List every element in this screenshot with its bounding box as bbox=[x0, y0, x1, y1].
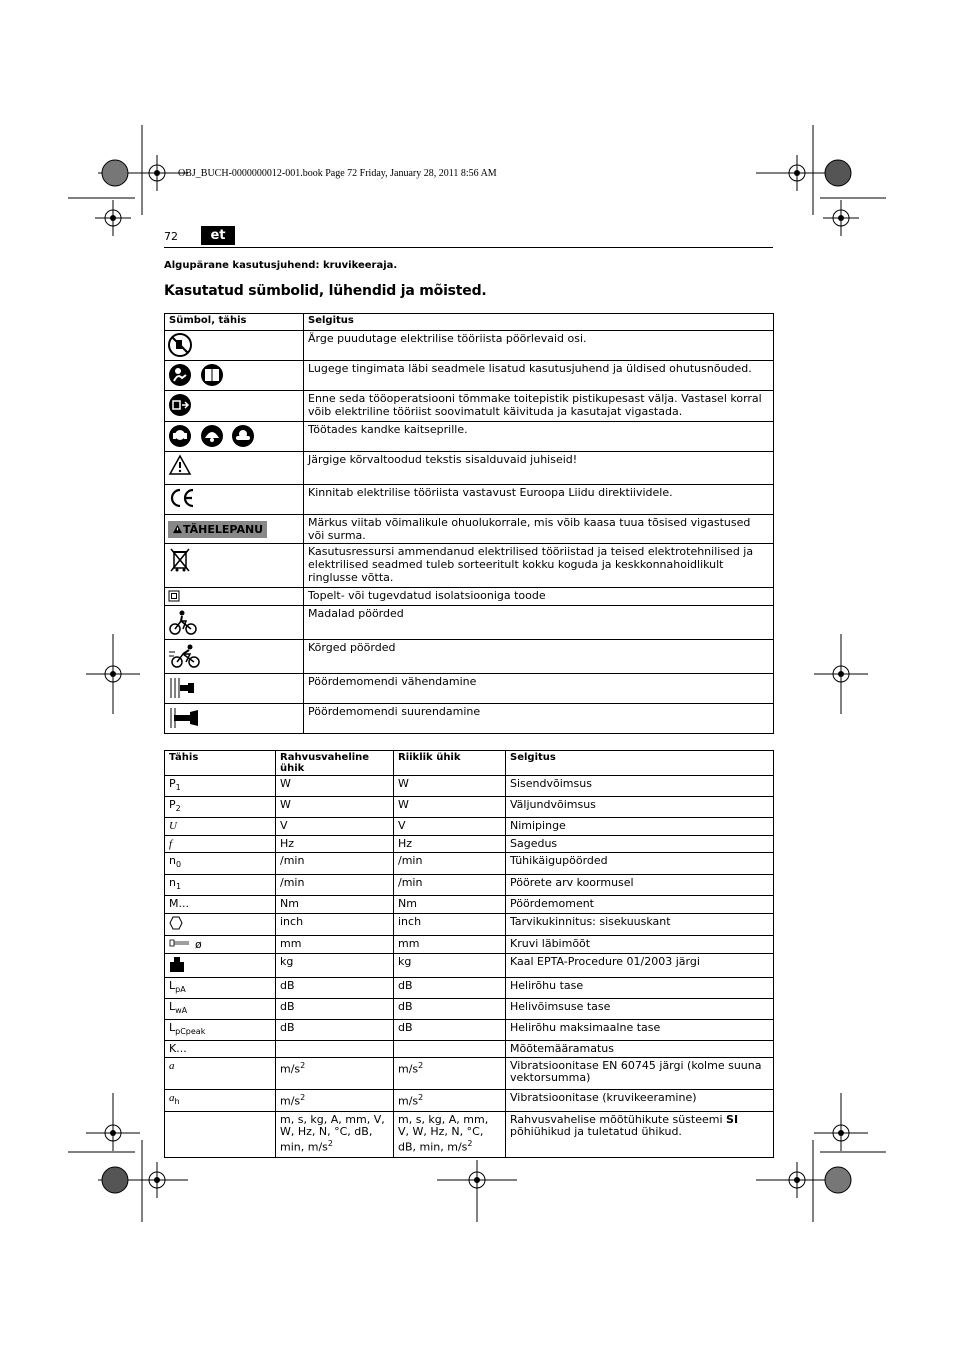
symbol-text: a bbox=[169, 1060, 175, 1073]
national-unit-cell bbox=[394, 913, 506, 935]
description-text: Rahvusvahelise mõõtühikute süsteemi bbox=[510, 1112, 723, 1126]
column-header: Selgitus bbox=[304, 314, 774, 331]
unit-text: dB bbox=[398, 999, 413, 1013]
symbol-cell bbox=[165, 331, 304, 361]
caution-badge-label: TÄHELEPANU bbox=[183, 523, 264, 536]
national-unit-cell bbox=[394, 797, 506, 818]
international-unit-cell bbox=[276, 1020, 394, 1041]
national-unit-cell bbox=[394, 776, 506, 797]
table-row bbox=[165, 674, 774, 704]
table-row bbox=[165, 606, 774, 640]
symbol-cell bbox=[165, 391, 304, 422]
table-row bbox=[165, 361, 774, 391]
symbol-cell bbox=[165, 977, 276, 998]
international-unit-cell bbox=[276, 797, 394, 818]
unit-text: W bbox=[398, 777, 409, 790]
unit-text: kg bbox=[280, 954, 294, 968]
description-text: Sagedus bbox=[510, 837, 558, 851]
unit-text: mm bbox=[398, 936, 420, 950]
description-text: Tarvikukinnitus: sisekuuskant bbox=[510, 914, 671, 928]
symbol-cell bbox=[165, 1111, 276, 1157]
ce-mark-icon bbox=[168, 487, 196, 509]
symbol-text: L bbox=[169, 978, 176, 992]
international-unit-cell bbox=[276, 874, 394, 895]
unit-text: V bbox=[398, 819, 406, 833]
national-unit-cell bbox=[394, 836, 506, 853]
description-cell bbox=[506, 1111, 774, 1157]
international-unit-cell bbox=[276, 998, 394, 1019]
unit-text: dB bbox=[280, 978, 295, 992]
symbol-cell bbox=[165, 674, 304, 704]
table-row bbox=[165, 913, 774, 935]
unit-text: m/s bbox=[398, 1062, 419, 1076]
unit-text: dB bbox=[398, 1021, 413, 1035]
description-text: Kaal EPTA-Procedure 01/2003 järgi bbox=[510, 954, 700, 968]
read-manual-person-icon bbox=[168, 363, 192, 387]
international-unit-cell bbox=[276, 913, 394, 935]
international-unit-cell bbox=[276, 853, 394, 874]
table-row bbox=[165, 977, 774, 998]
international-unit-cell bbox=[276, 895, 394, 913]
international-unit-cell bbox=[276, 836, 394, 853]
symbol-text: n bbox=[169, 875, 176, 889]
symbol-cell bbox=[165, 704, 304, 734]
table-header-row bbox=[165, 751, 774, 776]
symbol-subscript: 1 bbox=[175, 881, 182, 891]
description-cell: Enne seda tööoperatsiooni tõmmake toitepistik pistikupesast välja. Vastasel korral võib elektriline tööriist soovimatult käivituda ja kasutajat vigastada. bbox=[304, 391, 774, 422]
table-row bbox=[165, 776, 774, 797]
unit-text: Nm bbox=[280, 896, 299, 910]
unit-text: /min bbox=[280, 854, 305, 868]
international-unit-cell bbox=[276, 818, 394, 836]
table-row bbox=[165, 1041, 774, 1058]
description-text: Nimipinge bbox=[510, 819, 566, 833]
table-row bbox=[165, 1090, 774, 1111]
unit-text: dB bbox=[280, 999, 295, 1013]
national-unit-cell bbox=[394, 1111, 506, 1157]
symbol-subscript: wA bbox=[175, 1006, 188, 1016]
unit-text: /min bbox=[398, 854, 423, 868]
description-cell bbox=[506, 836, 774, 853]
table-row bbox=[165, 853, 774, 874]
description-cell bbox=[506, 895, 774, 913]
description-text: Kruvi läbimõõt bbox=[510, 936, 591, 950]
description-text: Väljundvõimsus bbox=[510, 798, 596, 812]
fast-bicycle-icon bbox=[168, 642, 202, 670]
units-table bbox=[164, 750, 774, 1158]
unit-text: V bbox=[280, 819, 288, 833]
unit-text: /min bbox=[398, 875, 423, 889]
page-number: 72 bbox=[164, 230, 178, 243]
national-unit-cell bbox=[394, 953, 506, 977]
description-text: Pöördemoment bbox=[510, 896, 594, 910]
symbol-cell bbox=[165, 515, 304, 544]
column-header: Tähis bbox=[165, 751, 276, 776]
unit-text: /min bbox=[280, 875, 305, 889]
description-cell bbox=[506, 797, 774, 818]
double-insulation-icon bbox=[168, 590, 180, 602]
unit-superscript: 2 bbox=[327, 1138, 333, 1148]
table-row bbox=[165, 935, 774, 953]
description-cell bbox=[506, 853, 774, 874]
table-row bbox=[165, 452, 774, 485]
description-text: Helivõimsuse tase bbox=[510, 999, 611, 1013]
description-cell: Topelt- või tugevdatud isolatsiooniga toode bbox=[304, 588, 774, 606]
international-unit-cell bbox=[276, 953, 394, 977]
unit-text: dB bbox=[280, 1021, 295, 1035]
symbol-cell bbox=[165, 485, 304, 515]
description-cell bbox=[506, 1090, 774, 1111]
symbol-cell bbox=[165, 797, 276, 818]
manual-book-icon bbox=[200, 363, 224, 387]
table-row bbox=[165, 485, 774, 515]
national-unit-cell bbox=[394, 1090, 506, 1111]
table-row bbox=[165, 544, 774, 588]
symbol-cell bbox=[165, 874, 276, 895]
international-unit-cell bbox=[276, 977, 394, 998]
unit-text: m, s, kg, A, mm, V, W, Hz, N, °C, dB, min, m/s bbox=[398, 1112, 489, 1154]
symbol-cell bbox=[165, 818, 276, 836]
table-row bbox=[165, 797, 774, 818]
hexagon-icon bbox=[169, 920, 183, 933]
description-text: Sisendvõimsus bbox=[510, 777, 592, 790]
table-row bbox=[165, 331, 774, 361]
unit-text: kg bbox=[398, 954, 412, 968]
unit-text: m/s bbox=[280, 1062, 301, 1076]
table-row bbox=[165, 391, 774, 422]
symbol-subscript: pA bbox=[175, 984, 186, 994]
unit-text: dB bbox=[398, 978, 413, 992]
unit-superscript: 2 bbox=[418, 1061, 424, 1071]
symbol-subscript: 0 bbox=[175, 860, 182, 870]
table-row bbox=[165, 588, 774, 606]
symbol-cell bbox=[165, 422, 304, 452]
description-cell bbox=[506, 913, 774, 935]
ear-protection-icon bbox=[168, 424, 192, 448]
warning-triangle-icon bbox=[172, 524, 183, 534]
international-unit-cell bbox=[276, 935, 394, 953]
language-badge: et bbox=[201, 226, 235, 245]
unit-superscript: 2 bbox=[300, 1093, 306, 1103]
slow-bicycle-icon bbox=[168, 608, 198, 636]
unit-text: W bbox=[280, 798, 291, 812]
column-header: Riiklik ühik bbox=[394, 751, 506, 776]
unit-text: inch bbox=[398, 914, 422, 928]
symbol-cell bbox=[165, 588, 304, 606]
torque-increase-icon bbox=[168, 706, 202, 730]
unit-text: m/s bbox=[280, 1094, 301, 1108]
document-subtitle: Algupärane kasutusjuhend: kruvikeeraja. bbox=[164, 260, 398, 271]
table-row bbox=[165, 422, 774, 452]
symbol-text: U bbox=[169, 820, 177, 833]
description-cell: Töötades kandke kaitseprille. bbox=[304, 422, 774, 452]
international-unit-cell bbox=[276, 1041, 394, 1058]
national-unit-cell bbox=[394, 998, 506, 1019]
weight-icon bbox=[169, 962, 185, 975]
weee-bin-icon bbox=[168, 546, 192, 574]
description-text: Mõõtemääramatus bbox=[510, 1042, 614, 1056]
no-touch-rotating-icon bbox=[168, 333, 192, 357]
symbol-text: n bbox=[169, 854, 176, 868]
symbol-cell bbox=[165, 640, 304, 674]
units-table-body bbox=[165, 776, 774, 1158]
symbol-subscript: h bbox=[174, 1097, 180, 1107]
unplug-icon bbox=[168, 393, 192, 417]
national-unit-cell bbox=[394, 818, 506, 836]
table-row bbox=[165, 895, 774, 913]
symbol-cell bbox=[165, 1058, 276, 1090]
symbol-subscript: 1 bbox=[175, 783, 181, 793]
column-header: Rahvusvaheline ühik bbox=[276, 751, 394, 776]
symbol-text: P bbox=[169, 798, 176, 812]
column-header: Sümbol, tähis bbox=[165, 314, 304, 331]
symbol-subscript: pCpeak bbox=[175, 1027, 206, 1037]
symbol-cell bbox=[165, 544, 304, 588]
description-cell: Lugege tingimata läbi seadmele lisatud kasutusjuhend ja üldised ohutusnõuded. bbox=[304, 361, 774, 391]
print-header-note: OBJ_BUCH-0000000012-001.book Page 72 Friday, January 28, 2011 8:56 AM bbox=[178, 168, 497, 179]
symbol-text: f bbox=[169, 838, 173, 851]
symbol-cell bbox=[165, 361, 304, 391]
table-row bbox=[165, 640, 774, 674]
unit-text: W bbox=[280, 777, 291, 790]
table-row bbox=[165, 836, 774, 853]
description-cell bbox=[506, 977, 774, 998]
symbol-cell bbox=[165, 452, 304, 485]
unit-superscript: 2 bbox=[300, 1061, 306, 1071]
table-header-row bbox=[165, 314, 774, 331]
torque-decrease-icon bbox=[168, 676, 198, 700]
description-text: Vibratsioonitase EN 60745 järgi (kolme suuna vektorsumma) bbox=[510, 1059, 762, 1085]
symbol-cell bbox=[165, 1041, 276, 1058]
unit-text: inch bbox=[280, 914, 304, 928]
unit-text: m/s bbox=[398, 1094, 419, 1108]
table-row bbox=[165, 953, 774, 977]
table-row bbox=[165, 1111, 774, 1157]
description-text: Helirõhu tase bbox=[510, 978, 584, 992]
national-unit-cell bbox=[394, 1041, 506, 1058]
description-cell: Pöördemomendi vähendamine bbox=[304, 674, 774, 704]
description-cell: Kasutusressursi ammendanud elektrilised tööriistad ja teised elektrotehnilised ja elektrilised seadmed tuleb sorteeritult kokku koguda ja keskkonnahoidlikult ringlusse võtta. bbox=[304, 544, 774, 588]
description-cell: Järgige kõrvaltoodud tekstis sisalduvaid juhiseid! bbox=[304, 452, 774, 485]
description-text: Vibratsioonitase (kruvikeeramine) bbox=[510, 1091, 697, 1105]
table-row bbox=[165, 874, 774, 895]
symbols-table bbox=[164, 313, 774, 734]
unit-text: Hz bbox=[280, 837, 295, 851]
symbol-cell bbox=[165, 895, 276, 913]
symbol-text: P bbox=[169, 777, 176, 790]
symbol-text: a bbox=[169, 1092, 175, 1105]
description-cell: Märkus viitab võimalikule ohuolukorrale, mis võib kaasa tuua tõsised vigastused või surma. bbox=[304, 515, 774, 544]
section-title: Kasutatud sümbolid, lühendid ja mõisted. bbox=[164, 283, 487, 299]
description-cell: Madalad pöörded bbox=[304, 606, 774, 640]
international-unit-cell bbox=[276, 1090, 394, 1111]
national-unit-cell bbox=[394, 977, 506, 998]
symbol-cell bbox=[165, 998, 276, 1019]
symbol-subscript: 2 bbox=[175, 804, 181, 814]
unit-superscript: 2 bbox=[418, 1093, 424, 1103]
description-cell bbox=[506, 935, 774, 953]
international-unit-cell bbox=[276, 1058, 394, 1090]
international-unit-cell bbox=[276, 1111, 394, 1157]
unit-superscript: 2 bbox=[467, 1138, 473, 1148]
description-cell bbox=[506, 998, 774, 1019]
symbol-cell bbox=[165, 1090, 276, 1111]
symbol-text: L bbox=[169, 1021, 176, 1035]
national-unit-cell bbox=[394, 895, 506, 913]
description-cell: Kõrged pöörded bbox=[304, 640, 774, 674]
safety-goggles-icon bbox=[231, 424, 255, 448]
symbol-cell bbox=[165, 953, 276, 977]
symbol-cell bbox=[165, 853, 276, 874]
symbol-cell bbox=[165, 606, 304, 640]
unit-text: m, s, kg, A, mm, V, W, Hz, N, °C, dB, min, m/s bbox=[280, 1112, 385, 1154]
national-unit-cell bbox=[394, 853, 506, 874]
unit-text: W bbox=[398, 798, 409, 812]
table-row bbox=[165, 1058, 774, 1090]
table-row bbox=[165, 515, 774, 544]
description-text: Pöörete arv koormusel bbox=[510, 875, 634, 889]
description-cell: Ärge puudutage elektrilise tööriista pöörlevaid osi. bbox=[304, 331, 774, 361]
description-cell: Pöördemomendi suurendamine bbox=[304, 704, 774, 734]
symbol-cell bbox=[165, 1020, 276, 1041]
description-text: Tühikäigupöörded bbox=[510, 854, 608, 868]
international-unit-cell bbox=[276, 776, 394, 797]
national-unit-cell bbox=[394, 874, 506, 895]
symbol-text: M... bbox=[169, 896, 189, 910]
description-cell bbox=[506, 1058, 774, 1090]
description-text: Helirõhu maksimaalne tase bbox=[510, 1021, 661, 1035]
unit-text: mm bbox=[280, 936, 302, 950]
symbol-cell bbox=[165, 935, 276, 953]
description-bold-text: SI bbox=[726, 1112, 739, 1126]
helmet-icon bbox=[200, 424, 224, 448]
column-header: Selgitus bbox=[506, 751, 774, 776]
unit-text: Hz bbox=[398, 837, 413, 851]
table-row bbox=[165, 998, 774, 1019]
caution-badge bbox=[168, 521, 267, 538]
description-cell: Kinnitab elektrilise tööriista vastavust Euroopa Liidu direktiividele. bbox=[304, 485, 774, 515]
description-cell bbox=[506, 776, 774, 797]
screw-icon bbox=[169, 938, 191, 951]
unit-text: Nm bbox=[398, 896, 417, 910]
national-unit-cell bbox=[394, 935, 506, 953]
national-unit-cell bbox=[394, 1058, 506, 1090]
description-cell bbox=[506, 1020, 774, 1041]
symbol-text: K... bbox=[169, 1042, 187, 1056]
symbol-text: ø bbox=[195, 937, 202, 951]
description-cell bbox=[506, 1041, 774, 1058]
description-cell bbox=[506, 874, 774, 895]
symbol-text: L bbox=[169, 999, 176, 1013]
national-unit-cell bbox=[394, 1020, 506, 1041]
symbol-cell bbox=[165, 913, 276, 935]
table-row bbox=[165, 1020, 774, 1041]
description-cell bbox=[506, 953, 774, 977]
symbol-cell bbox=[165, 776, 276, 797]
description-tail-text: põhiühikud ja tuletatud ühikud. bbox=[510, 1124, 682, 1138]
description-cell bbox=[506, 818, 774, 836]
header-rule bbox=[164, 247, 773, 248]
warning-triangle-icon bbox=[168, 454, 192, 476]
table-row bbox=[165, 704, 774, 734]
table-row bbox=[165, 818, 774, 836]
symbol-cell bbox=[165, 836, 276, 853]
